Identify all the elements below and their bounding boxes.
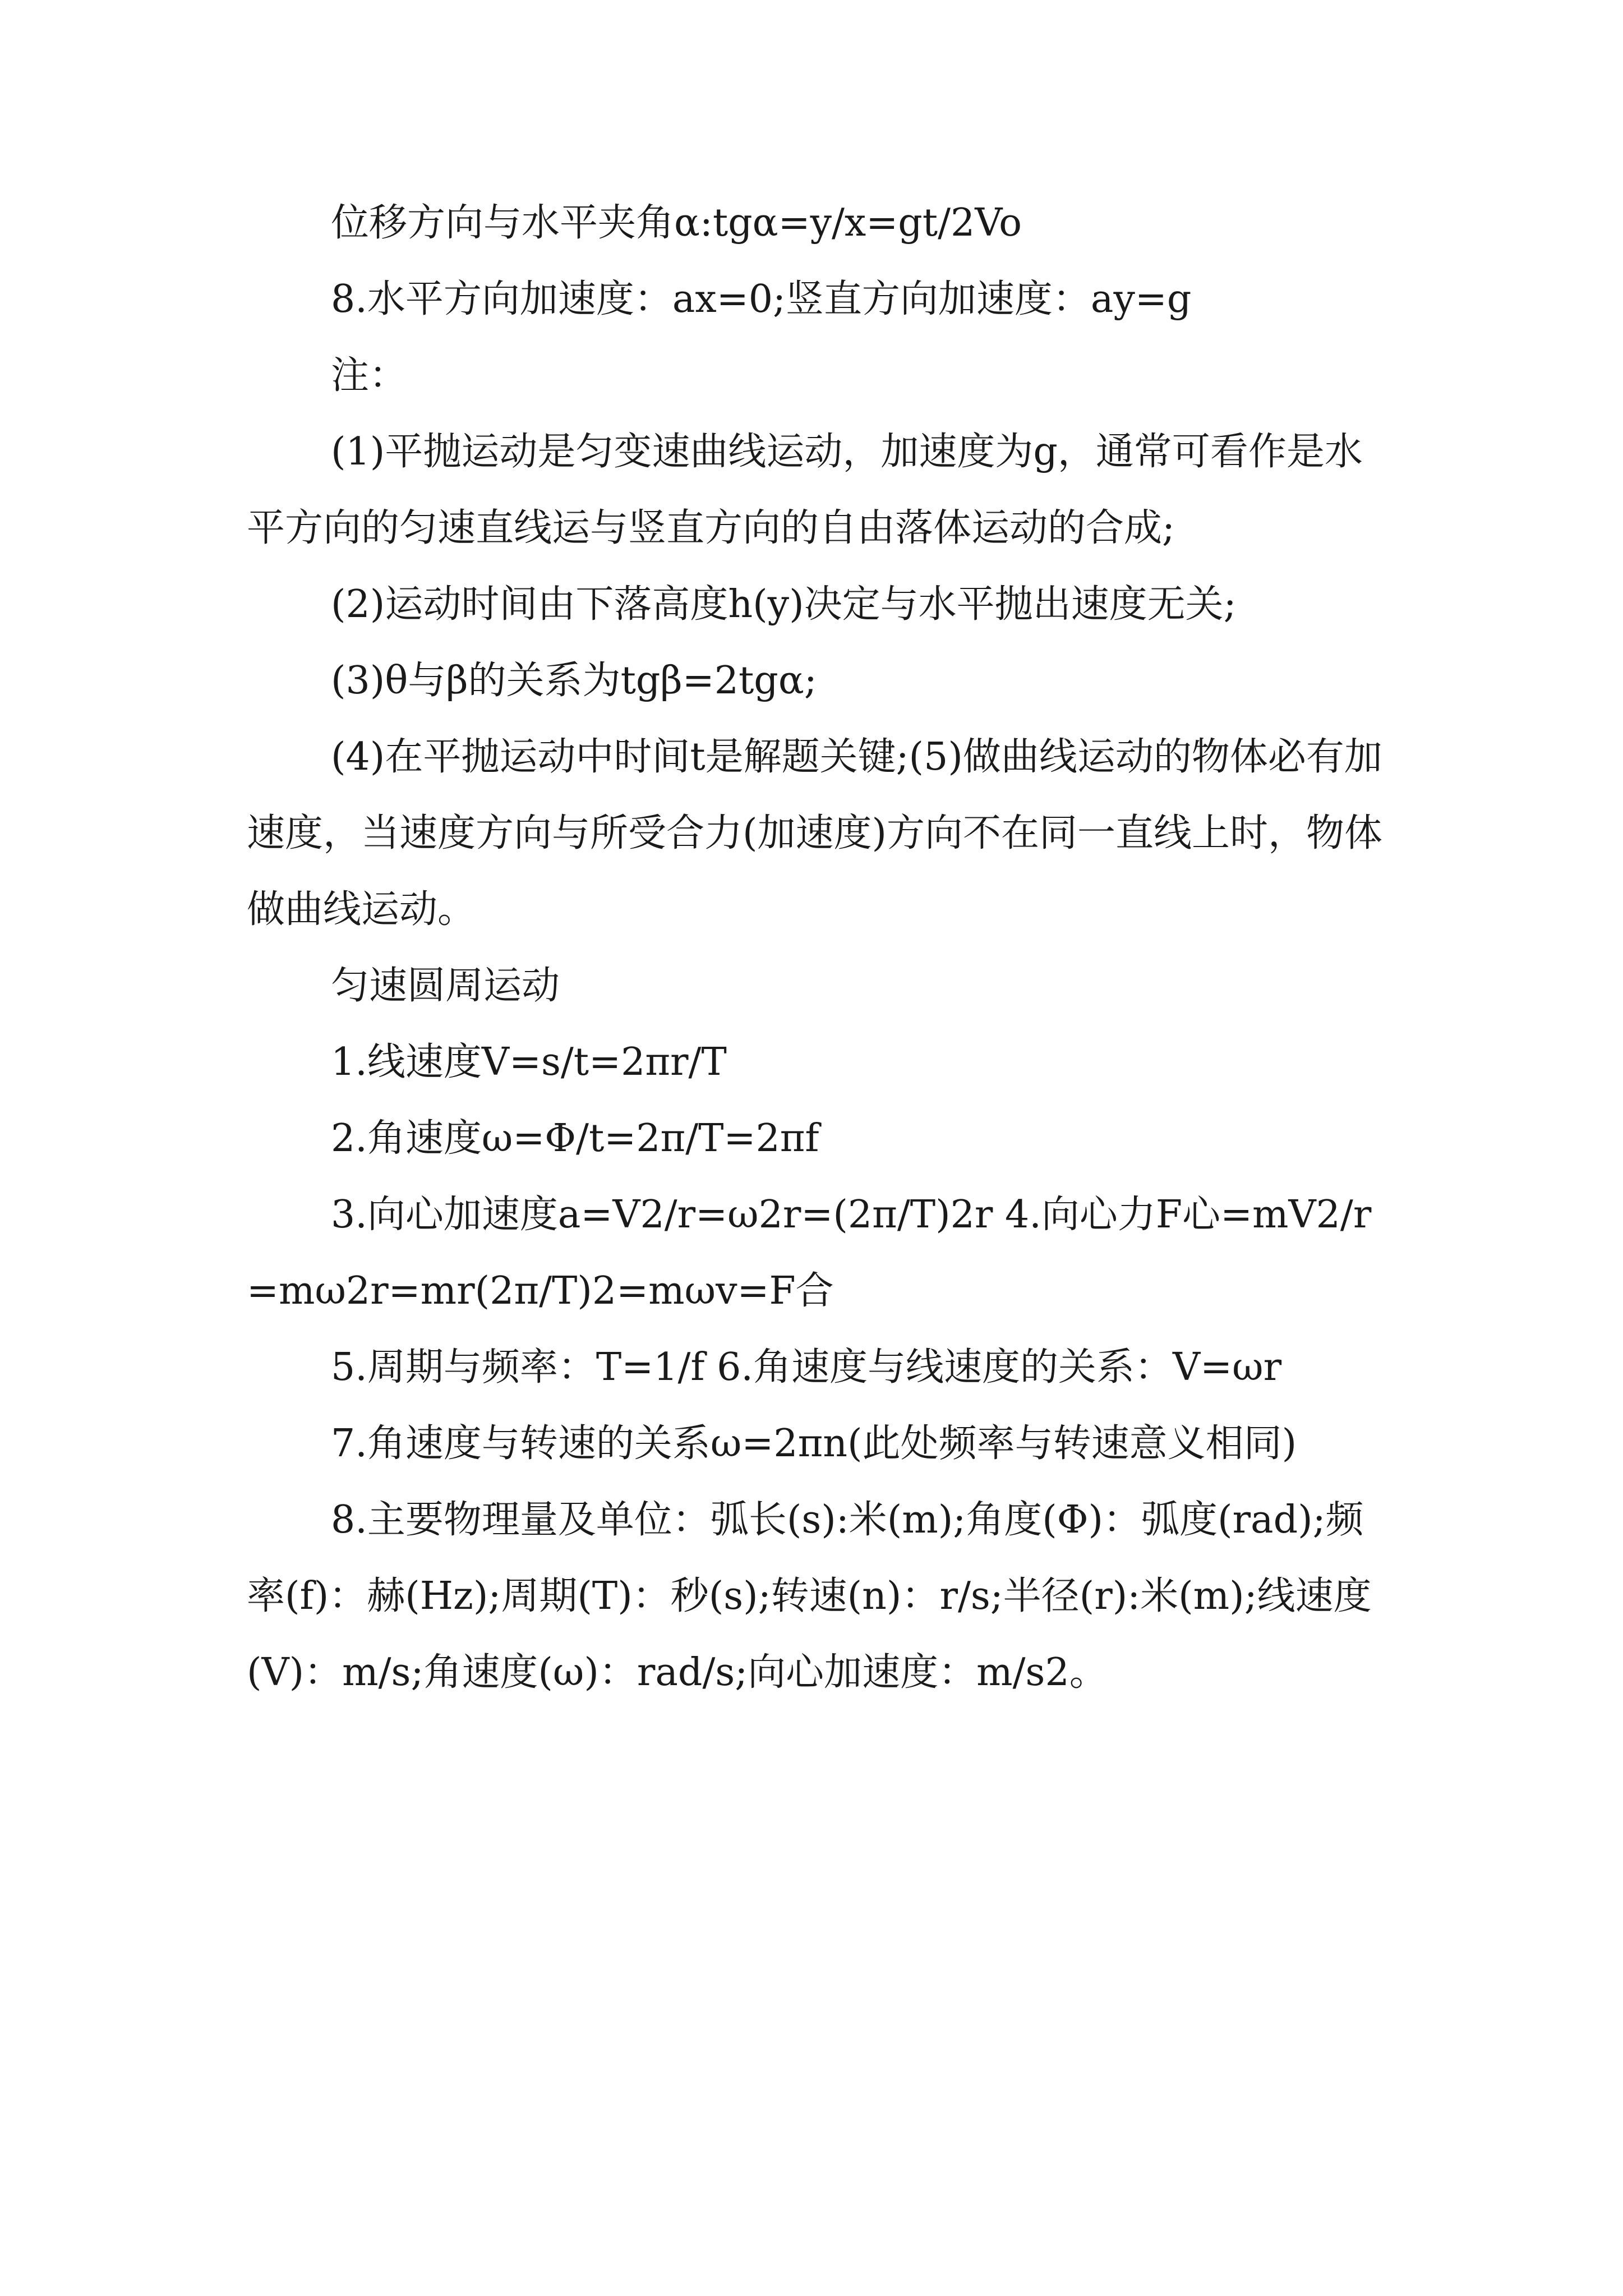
paragraph-period-frequency: 5.周期与频率：T=1/f 6.角速度与线速度的关系：V=ωr bbox=[331, 1345, 1282, 1389]
paragraph-note-2: (2)运动时间由下落高度h(y)决定与水平抛出速度无关; bbox=[331, 582, 1237, 627]
section-heading-circular-motion: 匀速圆周运动 bbox=[331, 964, 560, 1008]
paragraph-note-heading: 注： bbox=[331, 353, 408, 398]
paragraph-note-1: (1)平抛运动是匀变速曲线运动，加速度为g，通常可看作是水平方向的匀速直线运与竖直方向的自由落体运动的合成; bbox=[247, 430, 1363, 550]
paragraph-linear-velocity: 1.线速度V=s/t=2πr/T bbox=[331, 1040, 727, 1084]
paragraph-displacement-angle: 位移方向与水平夹角α:tgα=y/x=gt/2Vo bbox=[331, 201, 1022, 245]
paragraph-note-3: (3)θ与β的关系为tgβ=2tgα; bbox=[331, 659, 817, 703]
paragraph-acceleration-components: 8.水平方向加速度：ax=0;竖直方向加速度：ay=g bbox=[331, 277, 1192, 321]
paragraph-centripetal: 3.向心加速度a=V2/r=ω2r=(2π/T)2r 4.向心力F心=mV2/r=mω2r=mr(2π/T)2=mωv=F合 bbox=[247, 1193, 1372, 1313]
paragraph-note-4-5: (4)在平抛运动中时间t是解题关键;(5)做曲线运动的物体必有加速度，当速度方向与所受合力(加速度)方向不在同一直线上时，物体做曲线运动。 bbox=[247, 735, 1383, 932]
paragraph-units: 8.主要物理量及单位：弧长(s):米(m);角度(Φ)：弧度(rad);频率(f)：赫(Hz);周期(T)：秒(s);转速(n)：r/s;半径(r):米(m);线速度(V)：m/s;角速度(ω)：rad/s;向心加速度：m/s2。 bbox=[247, 1498, 1372, 1695]
document-body bbox=[247, 185, 1391, 1711]
paragraph-rotation-speed: 7.角速度与转速的关系ω=2πn(此处频率与转速意义相同) bbox=[331, 1421, 1297, 1466]
paragraph-angular-velocity: 2.角速度ω=Φ/t=2π/T=2πf bbox=[331, 1116, 819, 1161]
